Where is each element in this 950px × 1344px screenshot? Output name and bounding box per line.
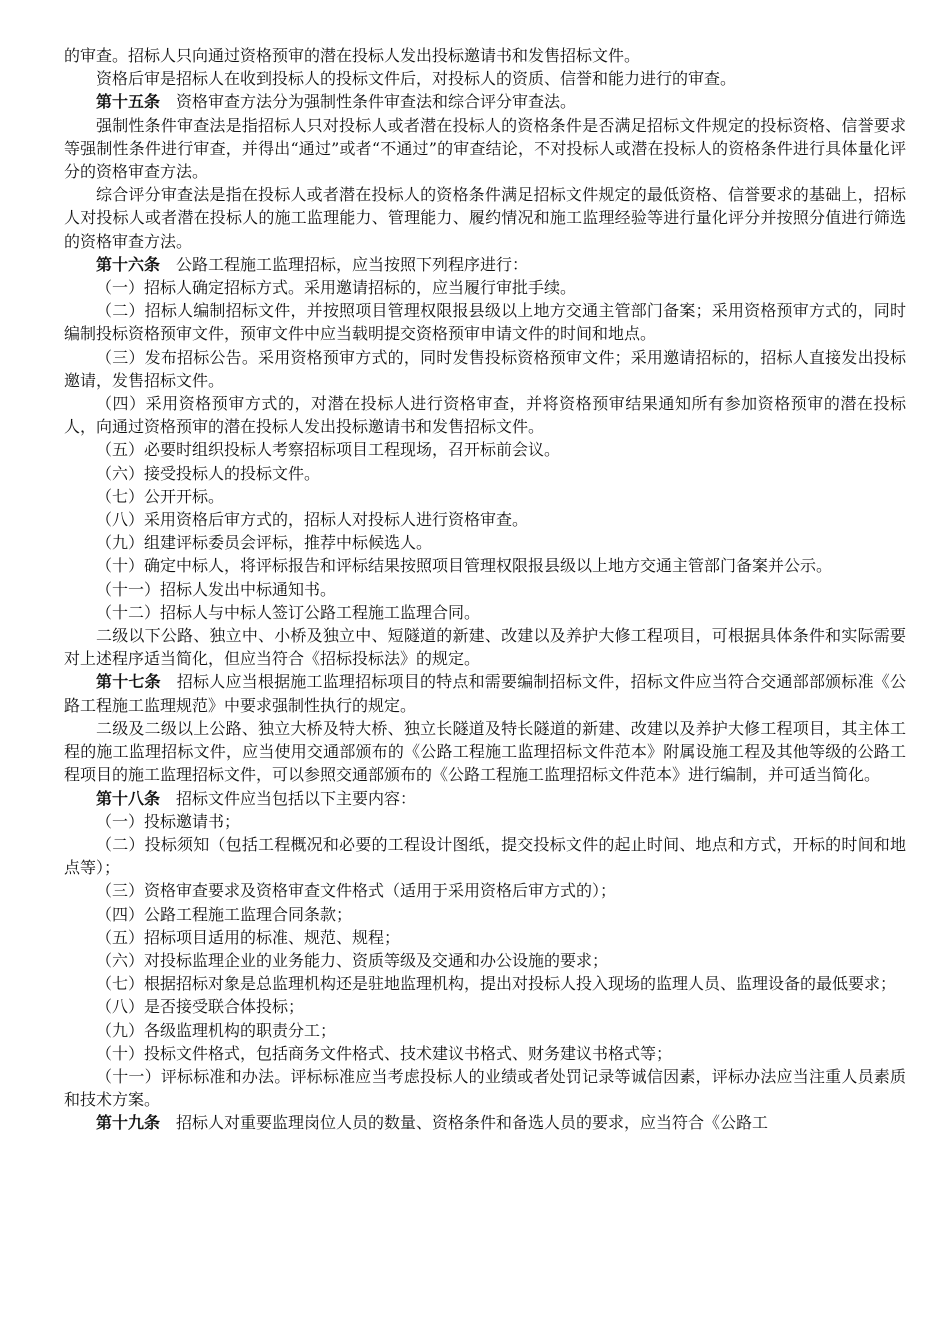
article-label: 第十九条 (96, 1113, 161, 1133)
body-paragraph (64, 554, 906, 577)
paragraph-text: 强制性条件审查法是指招标人只对投标人或者潜在投标人的资格条件是否满足招标文件规定的投标资格、信誉要求等强制性条件进行审查，并得出“通过”或者“不通过”的审查结论，不对投标人或潜在投标人的资格条件进行具体量化评分的资格审查方法。 (64, 115, 906, 182)
paragraph-text: （三）发布招标公告。采用资格预审方式的，同时发售投标资格预审文件；采用邀请招标的，招标人直接发出投标邀请，发售招标文件。 (64, 347, 906, 390)
paragraph-text: （十）确定中标人，将评标报告和评标结果按照项目管理权限报县级以上地方交通主管部门备案并公示。 (96, 556, 833, 576)
body-paragraph (64, 114, 906, 184)
article-paragraph (64, 670, 906, 716)
paragraph-text: 二级以下公路、独立中、小桥及独立中、短隧道的新建、改建以及养护大修工程项目，可根据具体条件和实际需要对上述程序适当简化，但应当符合《招标投标法》的规定。 (64, 626, 906, 669)
paragraph-text: （八）采用资格后审方式的，招标人对投标人进行资格审查。 (96, 510, 529, 530)
paragraph-text: （五）必要时组织投标人考察招标项目工程现场，召开标前会议。 (96, 440, 561, 460)
body-paragraph (64, 972, 906, 995)
paragraph-text: （九）组建评标委员会评标，推荐中标候选人。 (96, 533, 433, 553)
body-paragraph (64, 299, 906, 345)
body-paragraph (64, 392, 906, 438)
paragraph-text: （四）采用资格预审方式的，对潜在投标人进行资格审查，并将资格预审结果通知所有参加资格预审的潜在投标人，向通过资格预审的潜在投标人发出投标邀请书和发售招标文件。 (64, 394, 906, 437)
body-paragraph (64, 995, 906, 1018)
article-label: 第十六条 (96, 254, 161, 274)
paragraph-text: （一）招标人确定招标方式。采用邀请招标的，应当履行审批手续。 (96, 278, 577, 298)
paragraph-text: （二）招标人编制招标文件，并按照项目管理权限报县级以上地方交通主管部门备案；采用资格预审方式的，同时编制投标资格预审文件，预审文件中应当载明提交资格预审申请文件的时间和地点。 (64, 301, 906, 344)
article-paragraph (64, 787, 906, 810)
body-paragraph (64, 508, 906, 531)
article-label: 第十八条 (96, 788, 161, 808)
body-paragraph (64, 183, 906, 253)
body-paragraph (64, 578, 906, 601)
paragraph-text: （六）接受投标人的投标文件。 (96, 463, 321, 483)
paragraph-text: 招标人应当根据施工监理招标项目的特点和需要编制招标文件，招标文件应当符合交通部部颁标准《公路工程施工监理规范》中要求强制性执行的规定。 (64, 672, 906, 715)
paragraph-text: （九）各级监理机构的职责分工； (96, 1020, 337, 1040)
body-paragraph (64, 462, 906, 485)
body-paragraph (64, 810, 906, 833)
body-paragraph (64, 926, 906, 949)
paragraph-text: （五）招标项目适用的标准、规范、规程； (96, 927, 401, 947)
article-label: 第十五条 (96, 92, 161, 112)
body-paragraph (64, 1019, 906, 1042)
paragraph-text: （十二）招标人与中标人签订公路工程施工监理合同。 (96, 602, 481, 622)
body-paragraph (64, 44, 906, 67)
paragraph-text: （三）资格审查要求及资格审查文件格式（适用于采用资格后审方式的）； (96, 881, 617, 901)
body-paragraph (64, 833, 906, 879)
paragraph-text: （十一）招标人发出中标通知书。 (96, 579, 337, 599)
paragraph-text: （六）对投标监理企业的业务能力、资质等级及交通和办公设施的要求； (96, 950, 609, 970)
body-paragraph (64, 485, 906, 508)
paragraph-text: （四）公路工程施工监理合同条款； (96, 904, 353, 924)
article-paragraph (64, 90, 906, 113)
paragraph-text: （十一）评标标准和办法。评标标准应当考虑投标人的业绩或者处罚记录等诚信因素，评标办法应当注重人员素质和技术方案。 (64, 1066, 906, 1110)
paragraph-text: 招标文件应当包括以下主要内容： (176, 788, 417, 808)
paragraph-text: 招标人对重要监理岗位人员的数量、资格条件和备选人员的要求，应当符合《公路工 (176, 1113, 769, 1133)
body-paragraph (64, 624, 906, 670)
body-paragraph (64, 717, 906, 787)
body-paragraph (64, 601, 906, 624)
paragraph-text: 资格后审是招标人在收到投标人的投标文件后，对投标人的资质、信誉和能力进行的审查。 (96, 69, 737, 89)
paragraph-text: 资格审查方法分为强制性条件审查法和综合评分审查法。 (176, 92, 577, 112)
article-label: 第十七条 (96, 672, 161, 692)
body-paragraph (64, 949, 906, 972)
paragraph-text: 二级及二级以上公路、独立大桥及特大桥、独立长隧道及特长隧道的新建、改建以及养护大修工程项目，其主体工程的施工监理招标文件，应当使用交通部颁布的《公路工程施工监理招标文件范本》附属设施工程及其他等级的公路工程项目的施工监理招标文件，可以参照交通部颁布的《公路工程施工监理招标文件范本》进行编制，并可适当简化。 (64, 718, 906, 785)
body-paragraph (64, 879, 906, 902)
body-paragraph (64, 276, 906, 299)
body-paragraph (64, 67, 906, 90)
body-paragraph (64, 346, 906, 392)
paragraph-text: （七）公开开标。 (96, 486, 225, 506)
paragraph-text: 的审查。招标人只向通过资格预审的潜在投标人发出投标邀请书和发售招标文件。 (64, 46, 641, 65)
article-paragraph (64, 253, 906, 276)
article-paragraph (64, 1111, 906, 1134)
paragraph-text: （一）投标邀请书； (96, 811, 241, 831)
paragraph-text: 综合评分审查法是指在投标人或者潜在投标人的资格条件满足招标文件规定的最低资格、信誉要求的基础上，招标人对投标人或者潜在投标人的施工监理能力、管理能力、履约情况和施工监理经验等进行量化评分并按照分值进行筛选的资格审查方法。 (64, 185, 906, 251)
paragraph-text: （八）是否接受联合体投标； (96, 997, 305, 1017)
paragraph-text: （二）投标须知（包括工程概况和必要的工程设计图纸，提交投标文件的起止时间、地点和方式，开标的时间和地点等）； (64, 834, 906, 878)
paragraph-text: （七）根据招标对象是总监理机构还是驻地监理机构，提出对投标人投入现场的监理人员、监理设备的最低要求； (96, 974, 897, 994)
body-paragraph (64, 531, 906, 554)
body-paragraph (64, 438, 906, 461)
paragraph-text: （十）投标文件格式，包括商务文件格式、技术建议书格式、财务建议书格式等； (96, 1043, 673, 1063)
body-paragraph (64, 1042, 906, 1065)
paragraph-text: 公路工程施工监理招标，应当按照下列程序进行： (176, 254, 529, 274)
body-paragraph (64, 903, 906, 926)
body-paragraph (64, 1065, 906, 1111)
